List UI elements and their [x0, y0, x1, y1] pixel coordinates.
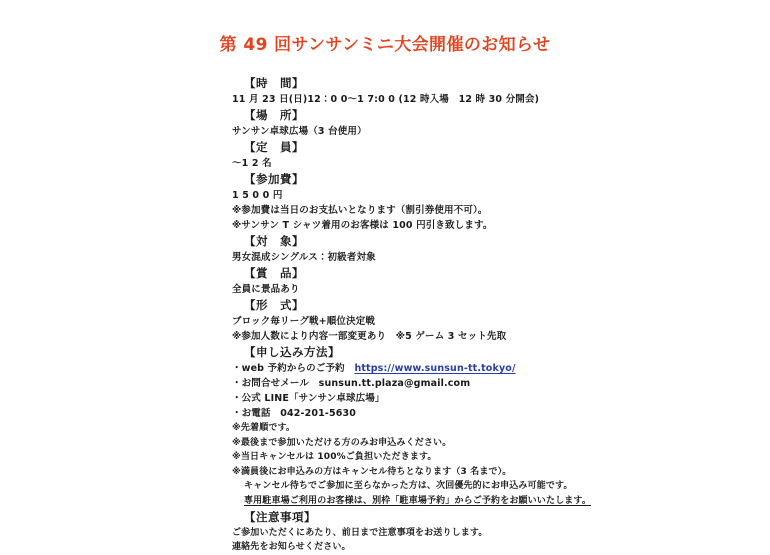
- notice-detail-send: ご参加いただくにあたり、前日まで注意事項をお送りします。: [232, 527, 488, 538]
- capacity-detail: 〜1 2 名: [232, 158, 272, 169]
- fee-amount: 1 5 0 0 円: [232, 190, 283, 201]
- section-capacity: [232, 139, 752, 171]
- format-note: ※参加人数により内容一部変更あり ※5 ゲーム 3 セット先取: [232, 331, 507, 342]
- fee-note-tshirt: ※サンサン T シャツ着用のお客様は 100 円引き致します。: [232, 220, 493, 231]
- section-heading-prize: 【賞 品】: [244, 266, 304, 280]
- application-web: [232, 361, 752, 376]
- section-heading-format: 【形 式】: [244, 298, 304, 312]
- prize-detail: 全員に景品あり: [232, 284, 300, 295]
- document-body: [0, 75, 770, 555]
- notice-detail-contact: 連絡先をお知らせください。: [232, 542, 351, 553]
- section-heading-target: 【対 象】: [244, 234, 304, 248]
- section-heading-notice: 【注意事項】: [244, 509, 316, 524]
- application-note-first-come: ※先着順です。: [232, 423, 296, 433]
- application-phone: ・お電話 042-201-5630: [232, 408, 357, 419]
- application-email: ・お問合せメール sunsun.tt.plaza@gmail.com: [232, 378, 471, 389]
- application-web-label: ・web 予約からのご予約: [232, 363, 355, 374]
- section-time: [232, 75, 752, 107]
- section-heading-capacity: 【定 員】: [244, 140, 304, 154]
- application-note-parking: 専用駐車場ご利用のお客様は、別枠「駐車場予約」からご予約をお願いいたします。: [244, 495, 591, 506]
- application-line-account: ・公式 LINE「サンサン卓球広場」: [232, 393, 385, 404]
- application-note-cancel-fee: ※当日キャンセルは 100%ご負担いただきます。: [232, 452, 437, 463]
- section-target: [232, 233, 752, 265]
- format-detail: ブロック毎リーグ戦+順位決定戦: [232, 316, 376, 327]
- target-detail: 男女混成シングルス：初級者対象: [232, 252, 376, 263]
- application-note-full-participation: ※最後まで参加いただける方のみお申込みください。: [232, 437, 452, 448]
- application-note-waitlist: ※満員後にお申込みの方はキャンセル待ちとなります（3 名まで）。: [232, 466, 512, 477]
- section-format: [232, 297, 752, 344]
- page-title: 第 49 回サンサンミニ大会開催のお知らせ: [219, 35, 551, 55]
- section-heading-application: 【申し込み方法】: [244, 345, 340, 359]
- section-fee: [232, 171, 752, 233]
- section-prize: [232, 265, 752, 297]
- time-detail: 11 月 23 日(日)12：0 0〜1 7:0 0 (12 時入場 12 時 30 分開会): [232, 94, 540, 105]
- fee-note-payment: ※参加費は当日のお支払いとなります（割引券使用不可）。: [232, 205, 488, 216]
- section-notice: [232, 509, 752, 555]
- section-application: [232, 344, 752, 509]
- reservation-url-link[interactable]: https://www.sunsun-tt.tokyo/: [354, 363, 516, 374]
- application-note-waitlist-priority: キャンセル待ちでご参加に至らなかった方は、次回優先的にお申込み可能です。: [244, 481, 573, 492]
- place-detail: サンサン卓球広場（3 台使用）: [232, 126, 367, 137]
- section-heading-place: 【場 所】: [244, 108, 304, 122]
- section-heading-fee: 【参加費】: [244, 172, 304, 186]
- section-heading-time: 【時 間】: [244, 76, 304, 90]
- section-place: [232, 107, 752, 139]
